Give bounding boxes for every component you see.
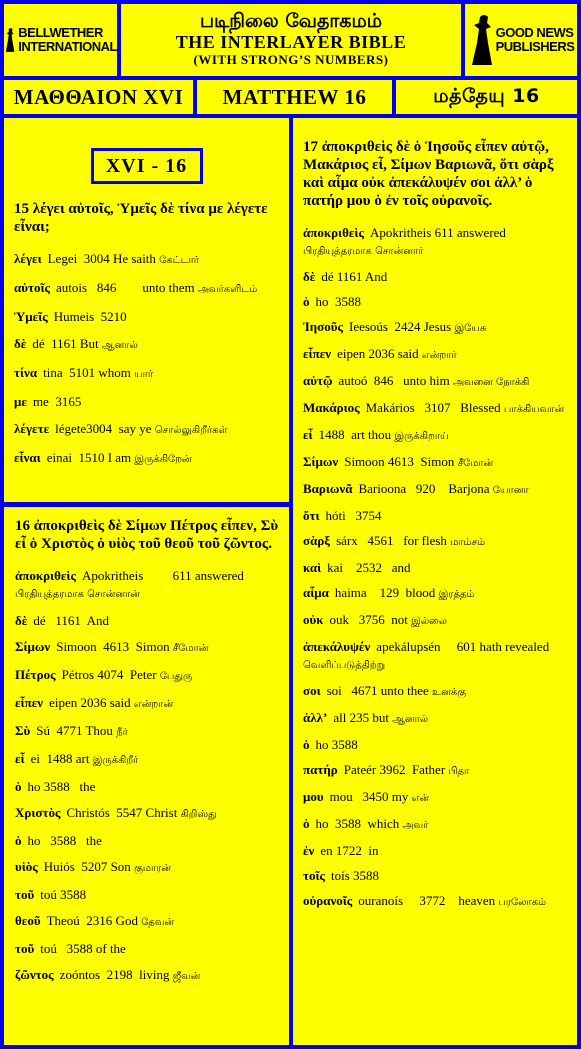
transliteration-strongs-gloss: ei 1488 art: [30, 751, 90, 766]
greek-word: ὅτι: [303, 508, 320, 523]
tamil-gloss: ஜீவன்: [172, 971, 201, 982]
transliteration-strongs-gloss: all 235 but: [333, 710, 389, 725]
greek-word: ἀποκριθεὶς: [15, 568, 76, 583]
word-entry: [303, 480, 568, 499]
verse-17-panel: [293, 118, 577, 1045]
greek-word: τοῦ: [15, 941, 35, 956]
greek-word: μου: [303, 789, 324, 804]
greek-word: ἀποκριθεὶς: [303, 225, 364, 240]
transliteration-strongs-gloss: toú 3588 of the: [40, 941, 126, 956]
word-entry: [14, 279, 279, 298]
tamil-gloss: உனக்கு: [432, 687, 467, 698]
greek-word: ἀλλ’: [303, 710, 328, 725]
tamil-gloss: இருக்கிறீர்: [92, 755, 139, 766]
word-entry: [15, 638, 279, 657]
word-entry: [14, 364, 279, 383]
transliteration-strongs-gloss: 1488 art thou: [318, 427, 392, 442]
greek-word: με: [14, 394, 27, 409]
greek-word: δὲ: [15, 613, 28, 628]
tamil-gloss: என்: [411, 793, 430, 804]
chapter-greek-panel: [4, 80, 193, 114]
transliteration-strongs-gloss: dé 1161 And: [33, 613, 110, 628]
greek-word: σοι: [303, 683, 321, 698]
title-tamil: படிநிலை வேதாகமம்: [199, 10, 383, 32]
good-news-logo: [465, 4, 577, 76]
transliteration-strongs-gloss: Apokritheis 611 answered: [369, 225, 506, 240]
greek-word: ὁ: [303, 816, 310, 831]
word-entry: [303, 584, 568, 603]
word-entry: [14, 250, 279, 269]
tamil-gloss: பிதா: [448, 766, 470, 777]
transliteration-strongs-gloss: me 3165: [32, 394, 82, 409]
greek-word: ἀπεκάλυψέν: [303, 639, 371, 654]
greek-word: εἶ: [303, 427, 313, 442]
transliteration-strongs-gloss: Apokritheis 611 answered: [81, 568, 244, 583]
word-entry: [15, 778, 279, 795]
word-entry: [303, 224, 568, 260]
greek-word: ὁ: [15, 833, 22, 848]
transliteration-strongs-gloss: Christós 5547 Christ: [66, 805, 178, 820]
transliteration-strongs-gloss: dé 1161 And: [321, 269, 388, 284]
tamil-gloss: இல்லை: [411, 616, 447, 627]
logo-right-text: GOOD NEWS PUBLISHERS: [495, 25, 575, 54]
greek-word: Σὺ: [15, 723, 31, 738]
tamil-gloss: அவர்களிடம்: [197, 284, 258, 295]
transliteration-strongs-gloss: soi 4671 unto thee: [326, 683, 429, 698]
word-entry: [303, 709, 568, 728]
greek-word: εἶ: [15, 751, 25, 766]
transliteration-strongs-gloss: Simoon 4613 Simon: [344, 454, 455, 469]
word-entry: [303, 611, 568, 630]
greek-word: θεοῦ: [15, 913, 41, 928]
greek-word: τοῖς: [303, 868, 326, 883]
greek-word: πατήρ: [303, 762, 338, 777]
verse-15-text: 15 λέγει αὐτοῖς, Ὑμεῖς δὲ τίνα με λέγετε εἶναι;: [14, 201, 268, 235]
greek-word: Ὑμεῖς: [14, 309, 48, 324]
transliteration-strongs-gloss: Makários 3107 Blessed: [365, 400, 501, 415]
greek-word: καὶ: [303, 560, 322, 575]
chapter-english-panel: [197, 80, 392, 114]
word-entry: [15, 940, 279, 957]
transliteration-strongs-gloss: haima 129 blood: [334, 585, 436, 600]
greek-word: αἷμα: [303, 585, 329, 600]
word-entry: [15, 694, 279, 713]
greek-word: οὐρανοῖς: [303, 893, 353, 908]
word-entry: [303, 268, 568, 285]
word-entry: [15, 666, 279, 685]
chapter-english: MATTHEW 16: [222, 84, 367, 109]
word-entry: [303, 867, 568, 884]
transliteration-strongs-gloss: Humeis 5210: [53, 309, 127, 324]
title-english: THE INTERLAYER BIBLE: [175, 32, 407, 52]
transliteration-strongs-gloss: Pétros 4074 Peter: [61, 667, 157, 682]
chapter-tamil: மத்தேயு 16: [433, 84, 540, 107]
tamil-gloss: ஆனால்: [101, 340, 138, 351]
transliteration-strongs-gloss: dé 1161 But: [32, 336, 99, 351]
transliteration-strongs-gloss: autoó 846 unto him: [338, 373, 450, 388]
tamil-gloss: பிரதியுத்தரமாக சொன்னான்: [15, 589, 140, 600]
greek-word: ἐν: [303, 843, 315, 858]
transliteration-strongs-gloss: Legei 3004 He saith: [47, 251, 156, 266]
word-entry: [15, 858, 279, 877]
word-entry: [303, 788, 568, 807]
word-entry: [14, 420, 279, 439]
greek-word: αὐτῷ: [303, 373, 333, 388]
word-entry: [303, 682, 568, 701]
tamil-gloss: பரலோகம்: [498, 897, 547, 908]
word-entry: [303, 426, 568, 445]
word-entry: [15, 567, 279, 603]
tamil-gloss: பாக்கியவான்: [503, 404, 565, 415]
word-entry: [303, 761, 568, 780]
greek-word: οὐκ: [303, 612, 324, 627]
greek-word: εἶπεν: [15, 695, 44, 710]
greek-word: λέγει: [14, 251, 42, 266]
logo-left-text: BELLWETHER INTERNATIONAL: [18, 25, 117, 54]
transliteration-strongs-gloss: Pateér 3962 Father: [343, 762, 446, 777]
chapter-verse-reference: XVI - 16: [91, 148, 203, 184]
chapter-tamil-panel: [396, 80, 577, 114]
tamil-gloss: சீமோன்: [172, 643, 209, 654]
greek-word: εἶπεν: [303, 346, 332, 361]
word-entry: [15, 750, 279, 769]
tamil-gloss: வெளிப்படுத்திற்று: [303, 660, 386, 671]
transliteration-strongs-gloss: ho 3588 the: [27, 833, 102, 848]
transliteration-strongs-gloss: légete3004 say ye: [55, 421, 152, 436]
transliteration-strongs-gloss: toú 3588: [40, 887, 87, 902]
ram-figure-icon: [4, 13, 16, 67]
verse-16-panel: [4, 507, 289, 1045]
transliteration-strongs-gloss: ho 3588 the: [27, 779, 96, 794]
tamil-gloss: கேட்டார்: [159, 255, 200, 266]
transliteration-strongs-gloss: Simoon 4613 Simon: [56, 639, 170, 654]
greek-word: εἶναι: [14, 450, 41, 465]
word-entry: [14, 308, 279, 325]
word-entry: [303, 507, 568, 524]
transliteration-strongs-gloss: autois 846 unto them: [56, 280, 195, 295]
transliteration-strongs-gloss: ho 3588 which: [315, 816, 400, 831]
word-entry: [303, 453, 568, 472]
transliteration-strongs-gloss: eipen 2036 said: [49, 695, 131, 710]
word-entry: [15, 832, 279, 849]
word-entry: [15, 722, 279, 741]
transliteration-strongs-gloss: sárx 4561 for flesh: [336, 533, 447, 548]
word-entry: [14, 393, 279, 410]
transliteration-strongs-gloss: Barioona 920 Barjona: [358, 481, 490, 496]
tamil-gloss: என்றான்: [133, 699, 174, 710]
word-entry: [15, 966, 279, 985]
greek-word: δὲ: [303, 269, 316, 284]
greek-word: Χριστὸς: [15, 805, 61, 820]
chapter-greek: ΜΑΘΘΑΙΟΝ XVI: [13, 84, 184, 109]
word-entry: [303, 842, 568, 859]
word-entry: [303, 345, 568, 364]
word-entry: [303, 638, 568, 674]
tamil-gloss: என்றார்: [421, 350, 457, 361]
tamil-gloss: நீர்: [116, 727, 128, 738]
greek-word: τίνα: [14, 365, 38, 380]
tamil-gloss: மாம்சம்: [450, 537, 486, 548]
verse-17-text: 17 ἀποκριθεὶς δὲ ὁ Ἰησοῦς εἶπεν αὐτῷ, Μακάριος εἶ, Σίμων Βαριωνᾶ, ὅτι σὰρξ καὶ αἷμα οὐκ ἀπεκάλυψέν σοι ἀλλ’ ὁ πατήρ μου ὁ ἐν τοῖς οὐρανοῖς.: [303, 139, 554, 209]
greek-word: υἱὸς: [15, 859, 38, 874]
word-entry: [303, 892, 568, 911]
subtitle: (WITH STRONG’S NUMBERS): [193, 52, 389, 67]
tamil-gloss: இருக்கிறாய்: [394, 431, 449, 442]
greek-word: ὁ: [15, 779, 22, 794]
tamil-gloss: அவனை நோக்கி: [452, 377, 530, 388]
word-entry: [303, 815, 568, 834]
tamil-gloss: இருக்கிறேன்: [134, 454, 192, 465]
word-entry: [15, 612, 279, 629]
tamil-gloss: சொல்லுகிறீர்கள்: [154, 425, 228, 436]
greek-word: σὰρξ: [303, 533, 331, 548]
greek-word: Μακάριος: [303, 400, 360, 415]
word-entry: [303, 559, 568, 576]
tamil-gloss: அவர்: [402, 820, 429, 831]
transliteration-strongs-gloss: toís 3588: [331, 868, 380, 883]
greek-word: ζῶντος: [15, 967, 54, 982]
word-entry: [15, 886, 279, 903]
word-entry: [15, 804, 279, 823]
transliteration-strongs-gloss: eipen 2036 said: [337, 346, 419, 361]
greek-word: ὁ: [303, 737, 310, 752]
tamil-gloss: யார்: [134, 369, 154, 380]
transliteration-strongs-gloss: hóti 3754: [325, 508, 382, 523]
transliteration-strongs-gloss: Ieesoús 2424 Jesus: [349, 319, 452, 334]
bellwether-logo: [4, 4, 117, 76]
verse-16-text: 16 ἀποκριθεὶς δὲ Σίμων Πέτρος εἶπεν, Σὺ εἶ ὁ Χριστὸς ὁ υἱὸς τοῦ θεοῦ τοῦ ζῶντος.: [15, 518, 279, 552]
greek-word: Σίμων: [303, 454, 339, 469]
tamil-gloss: ஆனால்: [392, 714, 429, 725]
transliteration-strongs-gloss: apekálupsén 601 hath revealed: [376, 639, 550, 654]
word-entry: [303, 399, 568, 418]
title-panel: [121, 4, 461, 76]
transliteration-strongs-gloss: ouk 3756 not: [329, 612, 408, 627]
verse-15-panel: [4, 118, 289, 502]
tamil-gloss: கிறிஸ்து: [180, 809, 217, 820]
tamil-gloss: தேவன்: [141, 917, 175, 928]
transliteration-strongs-gloss: ho 3588: [315, 737, 358, 752]
greek-word: τοῦ: [15, 887, 35, 902]
word-entry: [303, 532, 568, 551]
transliteration-strongs-gloss: Huiós 5207 Son: [43, 859, 131, 874]
tamil-gloss: பிரதியுத்தரமாக சொன்னார்: [303, 246, 424, 257]
word-entry: [303, 293, 568, 310]
greek-word: ὁ: [303, 294, 310, 309]
word-entry: [15, 912, 279, 931]
transliteration-strongs-gloss: Theoú 2316 God: [46, 913, 138, 928]
greek-word: Πέτρος: [15, 667, 56, 682]
word-entry: [14, 449, 279, 468]
transliteration-strongs-gloss: einai 1510 I am: [46, 450, 132, 465]
transliteration-strongs-gloss: Sú 4771 Thou: [36, 723, 113, 738]
transliteration-strongs-gloss: en 1722 in: [320, 843, 379, 858]
word-entry: [14, 335, 279, 354]
transliteration-strongs-gloss: ho 3588: [315, 294, 361, 309]
transliteration-strongs-gloss: zoóntos 2198 living: [59, 967, 170, 982]
tamil-gloss: இயேசு: [454, 323, 487, 334]
tamil-gloss: குமாரன்: [134, 863, 172, 874]
transliteration-strongs-gloss: ouranoís 3772 heaven: [358, 893, 496, 908]
tamil-gloss: யோனா: [492, 485, 529, 496]
greek-word: Βαριωνᾶ: [303, 481, 353, 496]
greek-word: Ἰησοῦς: [303, 319, 343, 334]
greek-word: λέγετε: [14, 421, 50, 436]
figure-icon: [468, 13, 494, 67]
verse-16-word-list: [15, 567, 279, 985]
tamil-gloss: சீமோன்: [457, 458, 494, 469]
transliteration-strongs-gloss: kai 2532 and: [327, 560, 411, 575]
word-entry: [303, 736, 568, 753]
greek-word: δὲ: [14, 336, 27, 351]
verse-17-word-list: [303, 224, 568, 911]
transliteration-strongs-gloss: mou 3450 my: [329, 789, 409, 804]
word-entry: [303, 372, 568, 391]
greek-word: Σίμων: [15, 639, 51, 654]
transliteration-strongs-gloss: tina 5101 whom: [43, 365, 131, 380]
greek-word: αὐτοῖς: [14, 280, 51, 295]
word-entry: [303, 318, 568, 337]
tamil-gloss: இரத்தம்: [438, 589, 475, 600]
tamil-gloss: பேதுரு: [159, 671, 193, 682]
verse-15-word-list: [14, 250, 279, 468]
